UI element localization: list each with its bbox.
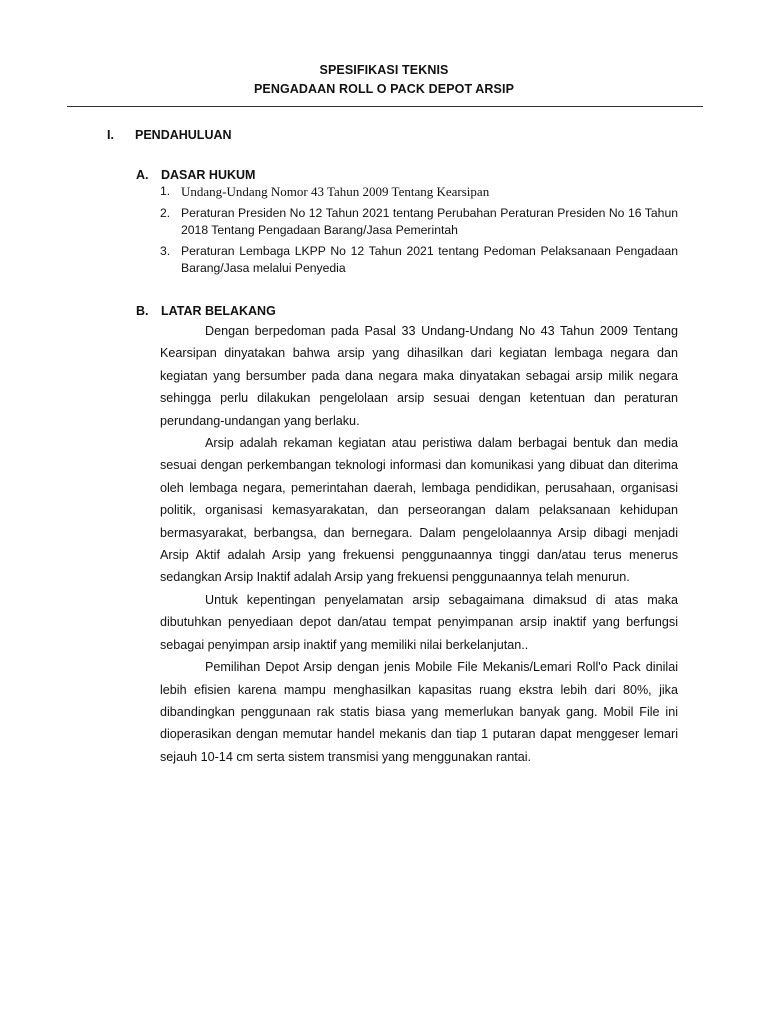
list-item-number: 3. — [160, 243, 171, 258]
list-item — [160, 243, 678, 278]
legal-basis-list — [160, 183, 678, 281]
list-item — [160, 183, 678, 202]
subsection-letter: A. — [136, 168, 149, 182]
document-subtitle: PENGADAAN ROLL O PACK DEPOT ARSIP — [253, 82, 515, 96]
list-item-text: Undang-Undang Nomor 43 Tahun 2009 Tentang Kearsipan — [181, 184, 490, 199]
subsection-title: LATAR BELAKANG — [161, 304, 276, 318]
list-item-number: 2. — [160, 205, 171, 220]
title-divider — [67, 106, 703, 107]
body-paragraph: Untuk kepentingan penyelamatan arsip sebagaimana dimaksud di atas maka dibutuhkan penyediaan depot dan/atau tempat penyimpanan arsip inaktif yang berfungsi sebagai penyimpan arsip inaktif yang memiliki nilai berkelanjutan.. — [160, 592, 678, 652]
list-item-number: 1. — [160, 184, 171, 198]
body-paragraph: Dengan berpedoman pada Pasal 33 Undang-Undang No 43 Tahun 2009 Tentang Kearsipan dinyatakan bahwa arsip yang dihasilkan dari kegiatan lembaga negara dan kegiatan yang bersumber pada dana negara maka dinyatakan sebagai arsip milik negara sehingga perlu dilakukan pengelolaan arsip sesuai dengan ketentuan dan peraturan perundang-undangan yang berlaku. — [160, 324, 678, 428]
section-number: I. — [107, 128, 114, 142]
subsection-letter: B. — [136, 304, 149, 318]
body-paragraph: Pemilihan Depot Arsip dengan jenis Mobile File Mekanis/Lemari Roll'o Pack dinilai lebih efisien karena mampu menghasilkan kapasitas ruang ekstra lebih dari 80%, jika dibandingkan penggunaan rak statis biasa yang memerlukan banyak gang. Mobil File ini dioperasikan dengan memutar handel mekanis dan tiap 1 putaran dapat menggeser lemari sejauh 10-14 cm serta sistem transmisi yang menggunakan rantai. — [160, 660, 678, 764]
list-item — [160, 205, 678, 240]
list-item-text: Peraturan Presiden No 12 Tahun 2021 tentang Perubahan Peraturan Presiden No 16 Tahun 2018 Tentang Pengadaan Barang/Jasa Pemerintah — [181, 205, 678, 237]
section-title: PENDAHULUAN — [135, 128, 232, 142]
list-item-text: Peraturan Lembaga LKPP No 12 Tahun 2021 tentang Pedoman Pelaksanaan Pengadaan Barang/Jasa melalui Penyedia — [181, 243, 678, 275]
subsection-title: DASAR HUKUM — [161, 168, 256, 182]
body-paragraph: Arsip adalah rekaman kegiatan atau peristiwa dalam berbagai bentuk dan media sesuai dengan perkembangan teknologi informasi dan komunikasi yang dibuat dan diterima oleh lembaga negara, pemerintahan daerah, lembaga pendidikan, perusahaan, organisasi politik, organisasi kemasyarakatan, dan perseorangan dalam pelaksanaan kehidupan bermasyarakat, berbangsa, dan bernegara. Dalam pengelolaannya Arsip dibagi menjadi Arsip Aktif adalah Arsip yang frekuensi penggunaannya tinggi dan/atau terus menerus sedangkan Arsip Inaktif adalah Arsip yang frekuensi penggunaannya telah menurun. — [160, 436, 678, 585]
document-title: SPESIFIKASI TEKNIS — [319, 63, 449, 77]
background-body — [160, 320, 678, 768]
